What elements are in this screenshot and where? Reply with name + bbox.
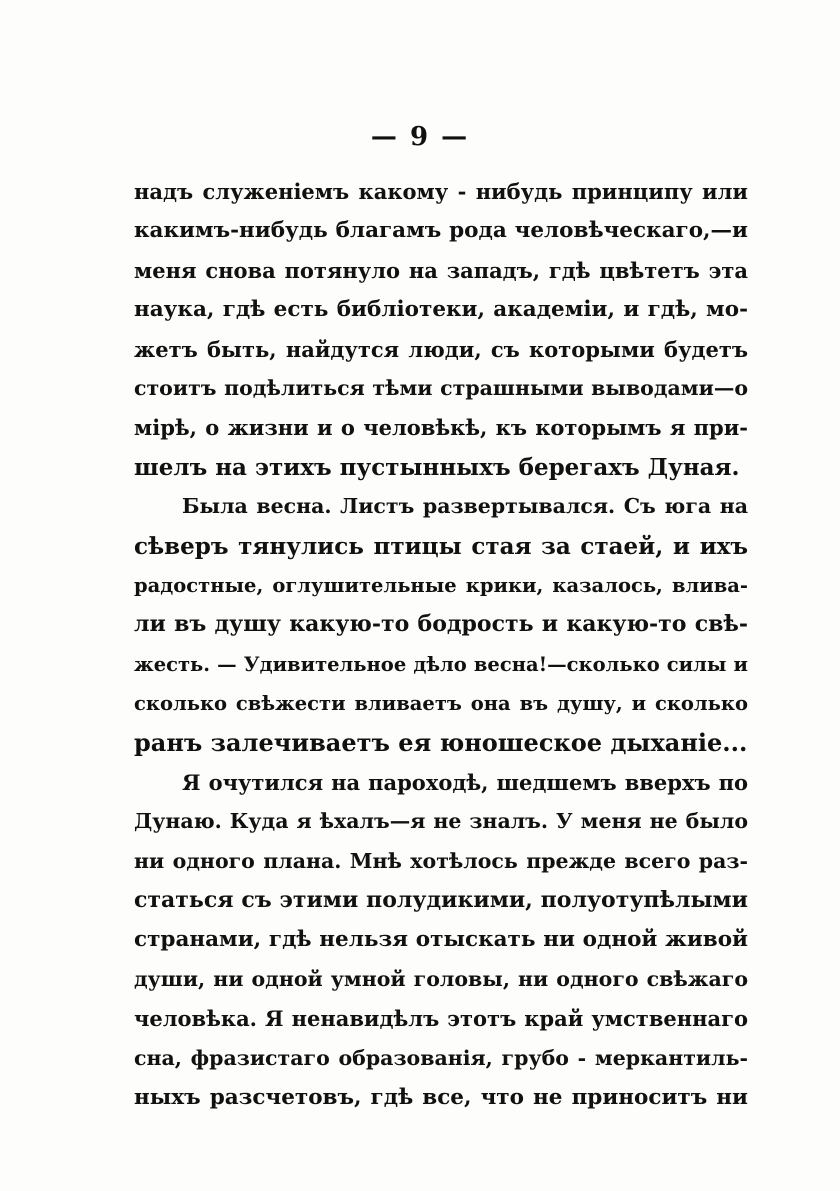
text-line: странами, гдѣ нельзя отыскать ни одной живой xyxy=(134,927,748,953)
text-line: человѣка. Я ненавидѣлъ этотъ край умственнаго xyxy=(134,1006,748,1032)
text-line: статься съ этими полудикими, полуотупѣлыми xyxy=(134,887,748,914)
text-line: души, ни одной умной головы, ни одного свѣжаго xyxy=(134,966,748,991)
text-line: Я очутился на пароходѣ, шедшемъ вверхъ по xyxy=(182,769,748,795)
text-line: ли въ душу какую-то бодрость и какую-то свѣ- xyxy=(134,611,748,638)
text-line: какимъ-нибудь благамъ рода человѣческаго,—и xyxy=(134,218,748,244)
text-line: сѣверъ тянулись птицы стая за стаей, и ихъ xyxy=(134,532,748,560)
text-line: сна, фразистаго образованія, грубо - меркантиль- xyxy=(134,1045,748,1070)
text-line: жесть. — Удивительное дѣло весна!—сколько силы и xyxy=(134,652,748,676)
text-line: ни одного плана. Мнѣ хотѣлось прежде всего раз- xyxy=(134,848,748,873)
text-line: меня снова потянуло на западъ, гдѣ цвѣтетъ эта xyxy=(134,257,748,283)
text-line: сколько свѣжести вливаетъ она въ душу, и сколько xyxy=(134,692,748,716)
text-line: жетъ быть, найдутся люди, съ которыми будетъ xyxy=(134,336,748,362)
text-line: Дунаю. Куда я ѣхалъ—я не зналъ. У меня не было xyxy=(134,809,748,834)
text-line: наука, гдѣ есть библіотеки, академіи, и гдѣ, мо- xyxy=(134,297,748,323)
text-line: ныхъ разсчетовъ, гдѣ все, что не приноситъ ни xyxy=(134,1084,748,1110)
text-line: радостные, оглушительные крики, казалось, влива- xyxy=(134,573,748,597)
text-line: ранъ залечиваетъ ея юношеское дыханіе... xyxy=(134,728,748,758)
text-line: мірѣ, о жизни и о человѣкѣ, къ которымъ я при- xyxy=(134,415,748,441)
text-line: шелъ на этихъ пустынныхъ берегахъ Дуная. xyxy=(134,453,740,481)
page-number: — 9 — xyxy=(370,122,470,152)
text-line: надъ служеніемъ какому - нибудь принципу или xyxy=(134,179,748,204)
text-line: стоитъ подѣлиться тѣми страшными выводами—о xyxy=(134,375,748,400)
body-text xyxy=(134,172,748,1117)
text-line: Была весна. Листъ развертывался. Съ юга на xyxy=(182,494,748,519)
